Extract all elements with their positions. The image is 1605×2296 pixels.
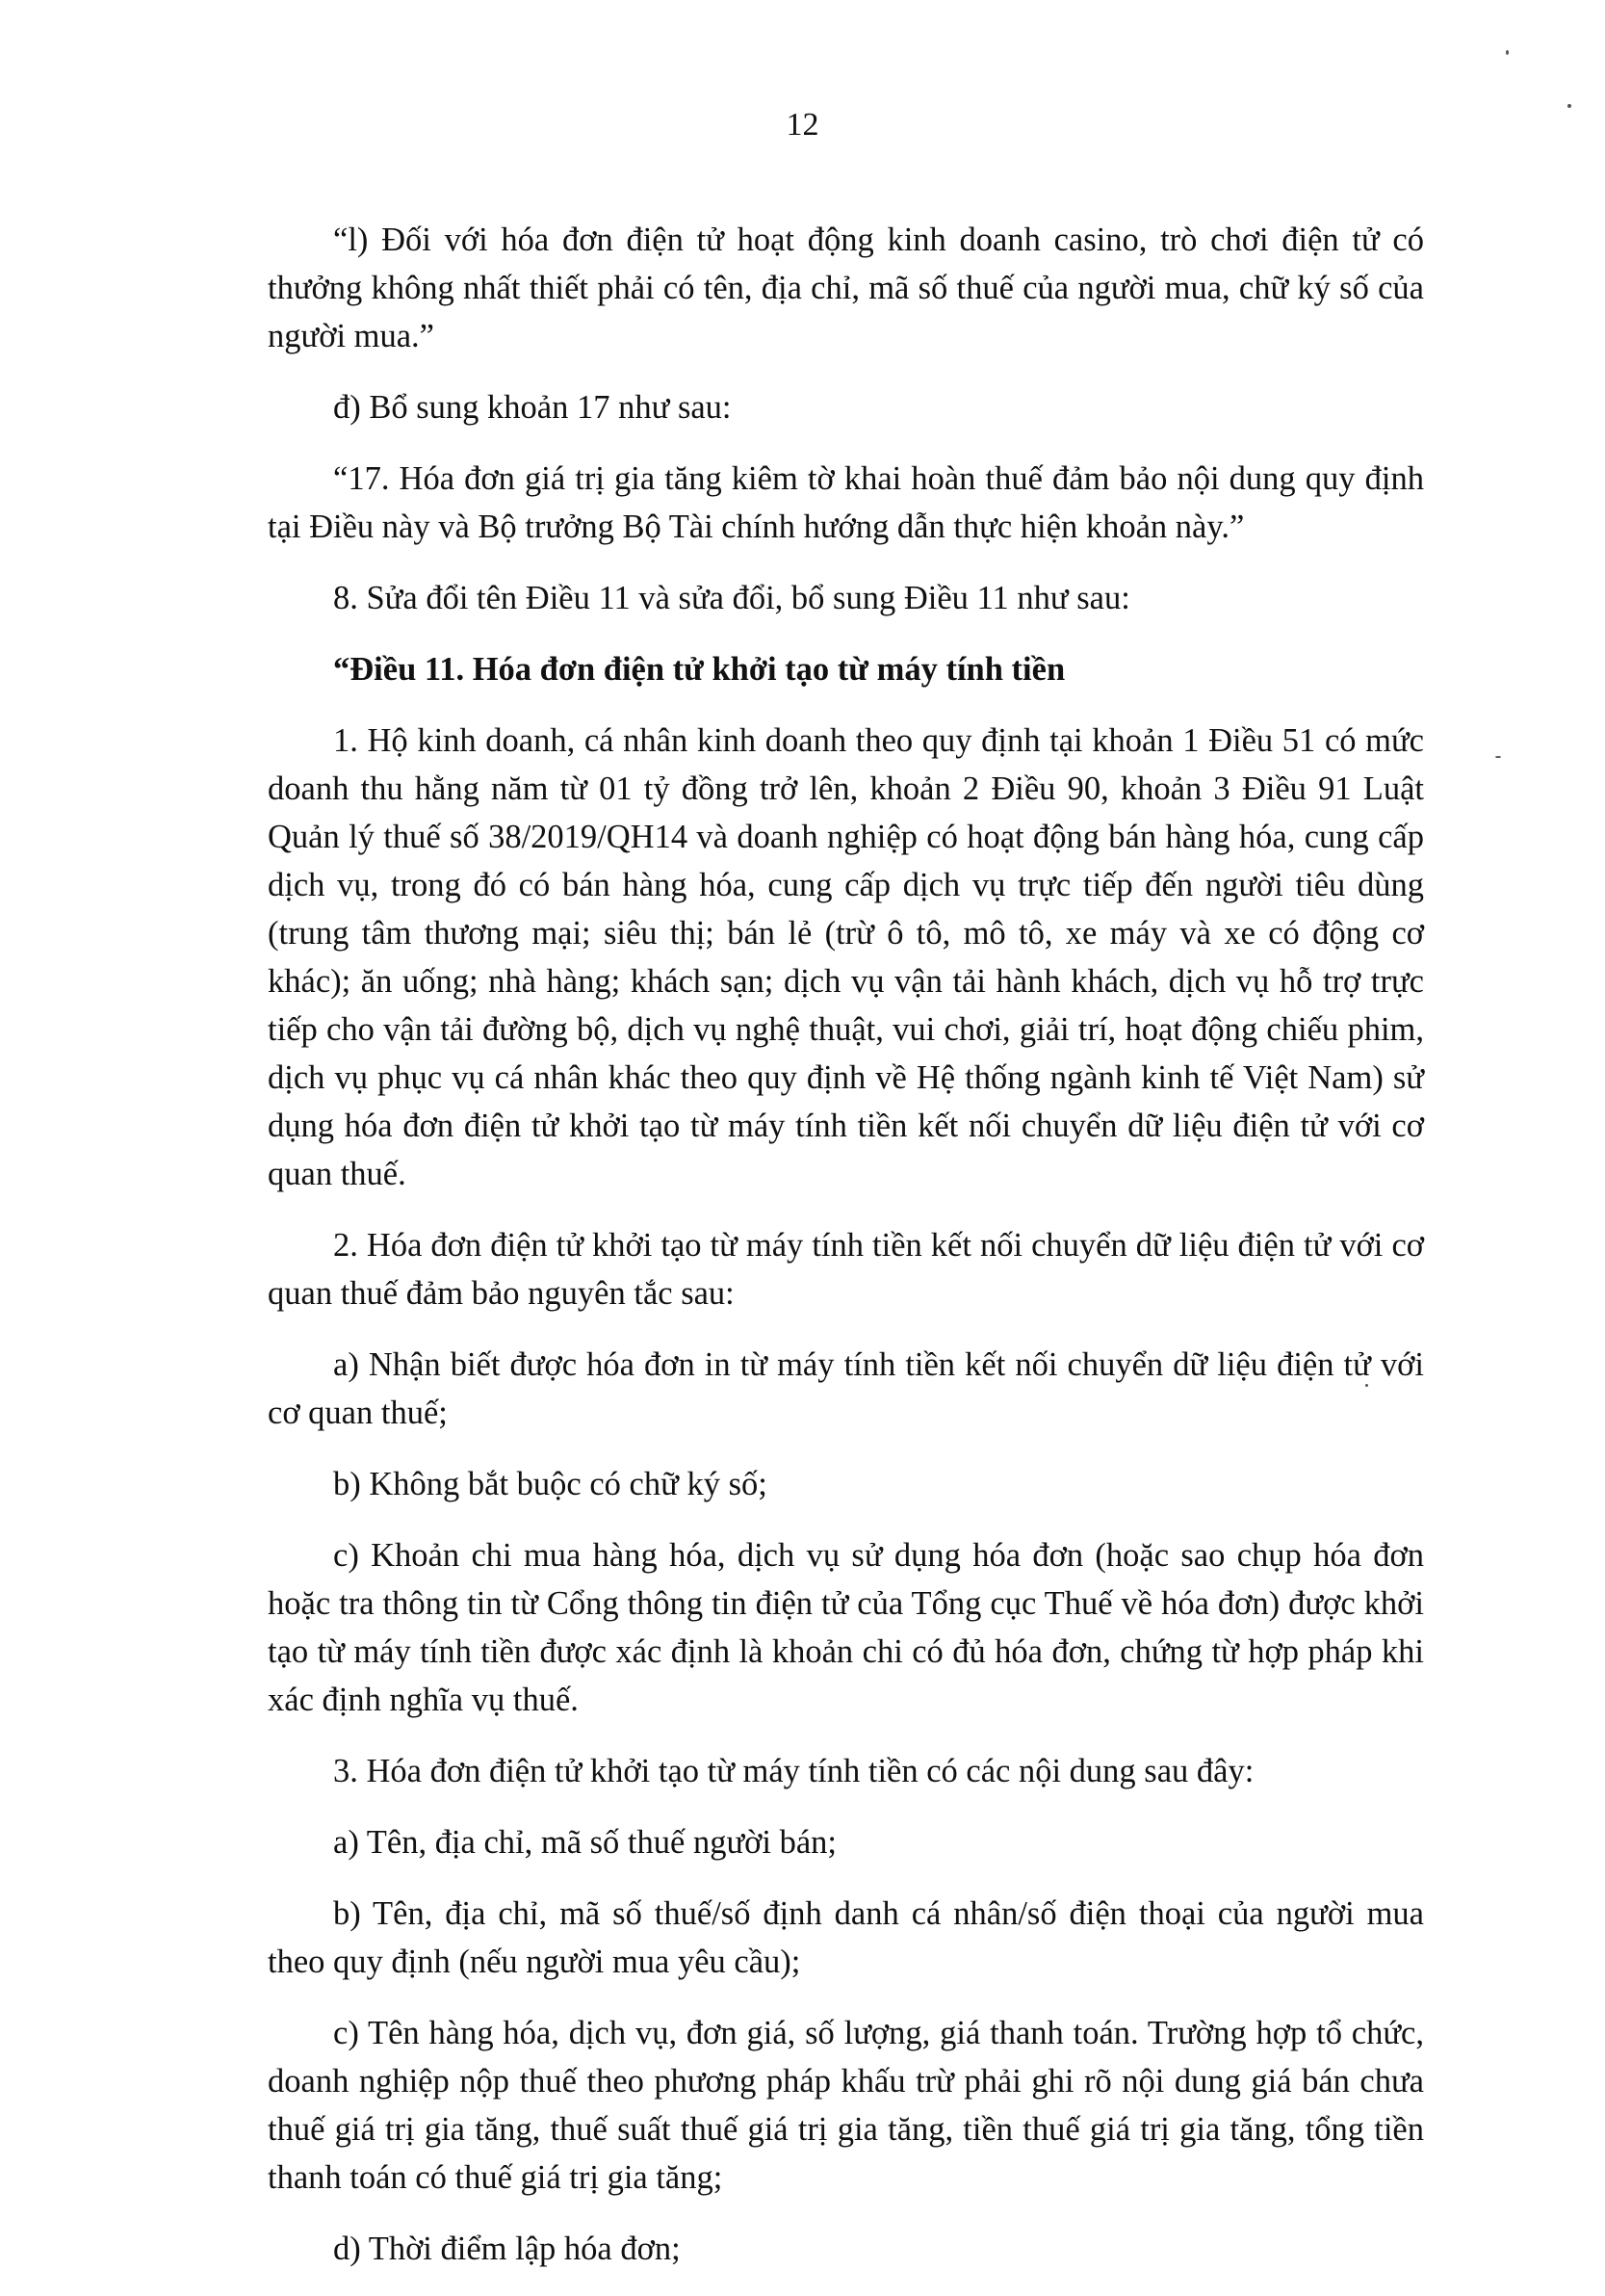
paragraph: 1. Hộ kinh doanh, cá nhân kinh doanh theo quy định tại khoản 1 Điều 51 có mức doanh thu hằng năm từ 01 tỷ đồng trở lên, khoản 2 Điều 90, khoản 3 Điều 91 Luật Quản lý thuế số 38/2019/QH14 và doanh nghiệp có hoạt động bán hàng hóa, cung cấp dịch vụ, trong đó có bán hàng hóa, cung cấp dịch vụ trực tiếp đến người tiêu dùng (trung tâm thương mại; siêu thị; bán lẻ (trừ ô tô, mô tô, xe máy và xe có động cơ khác); ăn uống; nhà hàng; khách sạn; dịch vụ vận tải hành khách, dịch vụ hỗ trợ trực tiếp cho vận tải đường bộ, dịch vụ nghệ thuật, vui chơi, giải trí, hoạt động chiếu phim, dịch vụ phục vụ cá nhân khác theo quy định về Hệ thống ngành kinh tế Việt Nam) sử dụng hóa đơn điện tử khởi tạo từ máy tính tiền kết nối chuyển dữ liệu điện tử với cơ quan thuế.	[268, 722, 1424, 1192]
scan-speck	[1506, 50, 1509, 55]
paragraph: 2. Hóa đơn điện tử khởi tạo từ máy tính tiền kết nối chuyển dữ liệu điện tử với cơ quan thuế đảm bảo nguyên tắc sau:	[268, 1227, 1424, 1312]
paragraph: d) Thời điểm lập hóa đơn;	[333, 2231, 681, 2267]
article-heading: “Điều 11. Hóa đơn điện tử khởi tạo từ máy tính tiền	[333, 651, 1066, 688]
paragraph: 3. Hóa đơn điện tử khởi tạo từ máy tính tiền có các nội dung sau đây:	[333, 1753, 1255, 1789]
paragraph: c) Khoản chi mua hàng hóa, dịch vụ sử dụng hóa đơn (hoặc sao chụp hóa đơn hoặc tra thông tin từ Cổng thông tin điện tử của Tổng cục Thuế về hóa đơn) được khởi tạo từ máy tính tiền được xác định là khoản chi có đủ hóa đơn, chứng từ hợp pháp khi xác định nghĩa vụ thuế.	[268, 1537, 1424, 1718]
page-number: 12	[786, 107, 819, 143]
scan-speck	[1495, 756, 1501, 758]
paragraph: “17. Hóa đơn giá trị gia tăng kiêm tờ khai hoàn thuế đảm bảo nội dung quy định tại Điều này và Bộ trưởng Bộ Tài chính hướng dẫn thực hiện khoản này.”	[268, 460, 1424, 545]
paragraph: a) Tên, địa chỉ, mã số thuế người bán;	[333, 1824, 838, 1861]
paragraph: a) Nhận biết được hóa đơn in từ máy tính tiền kết nối chuyển dữ liệu điện tử với cơ quan thuế;	[268, 1346, 1424, 1431]
paragraph: b) Tên, địa chỉ, mã số thuế/số định danh cá nhân/số điện thoại của người mua theo quy định (nếu người mua yêu cầu);	[268, 1895, 1424, 1980]
paragraph: đ) Bổ sung khoản 17 như sau:	[333, 389, 732, 426]
paragraph: c) Tên hàng hóa, dịch vụ, đơn giá, số lượng, giá thanh toán. Trường hợp tổ chức, doanh nghiệp nộp thuế theo phương pháp khấu trừ phải ghi rõ nội dung giá bán chưa thuế giá trị gia tăng, thuế suất thuế giá trị gia tăng, tiền thuế giá trị gia tăng, tổng tiền thanh toán có thuế giá trị gia tăng;	[268, 2015, 1424, 2196]
scan-speck	[1567, 104, 1571, 108]
paragraph: 8. Sửa đổi tên Điều 11 và sửa đổi, bổ sung Điều 11 như sau:	[333, 580, 1130, 616]
document-body	[268, 216, 1424, 2296]
paragraph: “l) Đối với hóa đơn điện tử hoạt động kinh doanh casino, trò chơi điện tử có thưởng không nhất thiết phải có tên, địa chỉ, mã số thuế của người mua, chữ ký số của người mua.”	[268, 222, 1424, 354]
paragraph: b) Không bắt buộc có chữ ký số;	[333, 1466, 767, 1502]
